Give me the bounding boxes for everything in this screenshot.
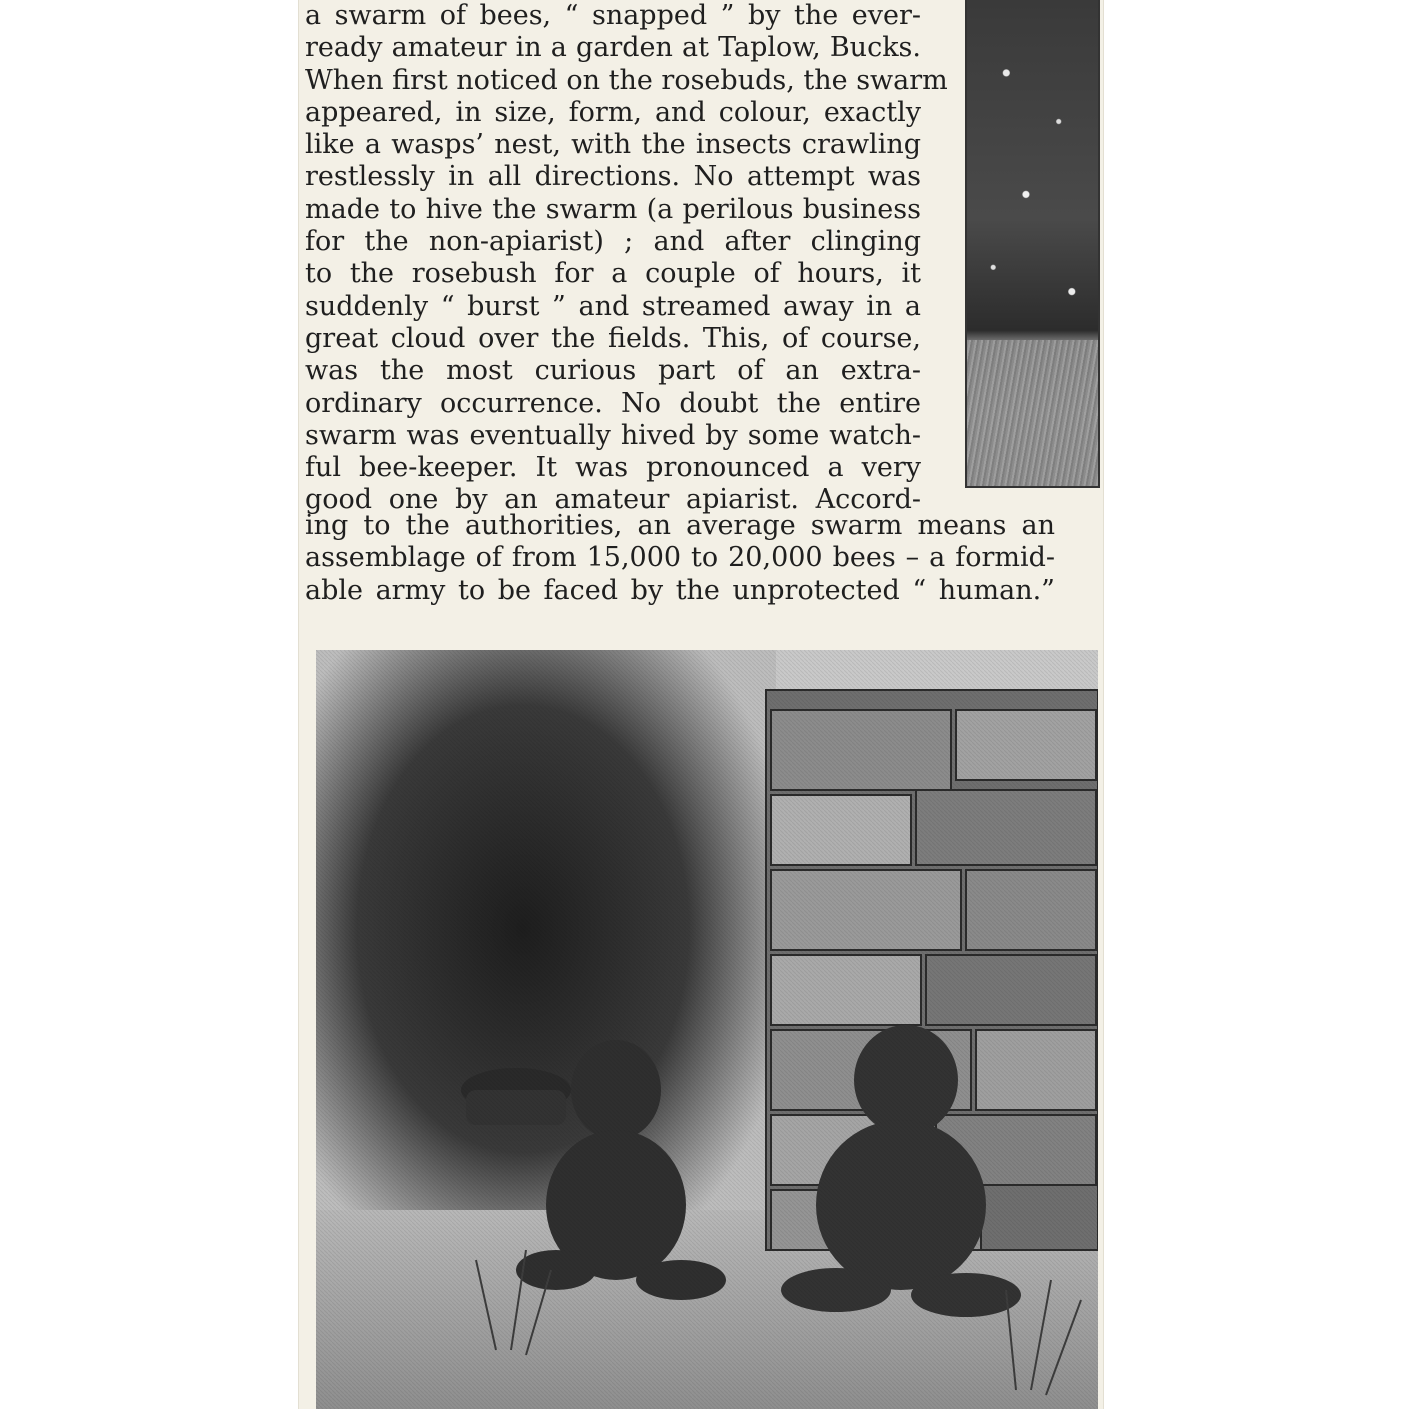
text-line: ful bee-keeper. It was pronounced a very bbox=[305, 452, 921, 484]
photo-ground-area bbox=[967, 340, 1098, 486]
text-line: a swarm of bees, “ snapped ” by the ever- bbox=[305, 0, 921, 31]
text-line: was the most curious part of an extra- bbox=[305, 355, 921, 387]
text-line: appeared, in size, form, and colour, exactly bbox=[305, 96, 921, 128]
text-line: ordinary occurrence. No doubt the entire bbox=[305, 387, 921, 419]
text-line: like a wasps’ nest, with the insects crawling bbox=[305, 129, 921, 161]
article-body-wide bbox=[305, 510, 1055, 607]
text-line: great cloud over the fields. This, of course, bbox=[305, 322, 921, 354]
text-line: to the rosebush for a couple of hours, it bbox=[305, 258, 921, 290]
text-line: swarm was eventually hived by some watch- bbox=[305, 419, 921, 451]
article-body-narrow bbox=[305, 0, 948, 517]
garden-photo bbox=[965, 0, 1100, 488]
text-line: When first noticed on the rosebuds, the swarm bbox=[305, 64, 948, 96]
text-line: restlessly in all directions. No attempt was bbox=[305, 161, 921, 193]
text-line: ing to the authorities, an average swarm means an bbox=[305, 510, 1055, 541]
text-line: good one by an amateur apiarist. Accord- bbox=[305, 484, 921, 516]
text-line: ready amateur in a garden at Taplow, Bucks. bbox=[305, 32, 921, 64]
children-photo bbox=[316, 650, 1098, 1409]
text-line: suddenly “ burst ” and streamed away in a bbox=[305, 290, 921, 322]
text-line: able army to be faced by the unprotected “ human.” bbox=[305, 574, 1055, 606]
text-line: assemblage of from 15,000 to 20,000 bees – a formid- bbox=[305, 542, 1055, 574]
text-line: made to hive the swarm (a perilous business bbox=[305, 193, 921, 225]
text-line: for the non-apiarist) ; and after clinging bbox=[305, 226, 921, 258]
children-by-stone-wall-illustration bbox=[316, 650, 1098, 1409]
